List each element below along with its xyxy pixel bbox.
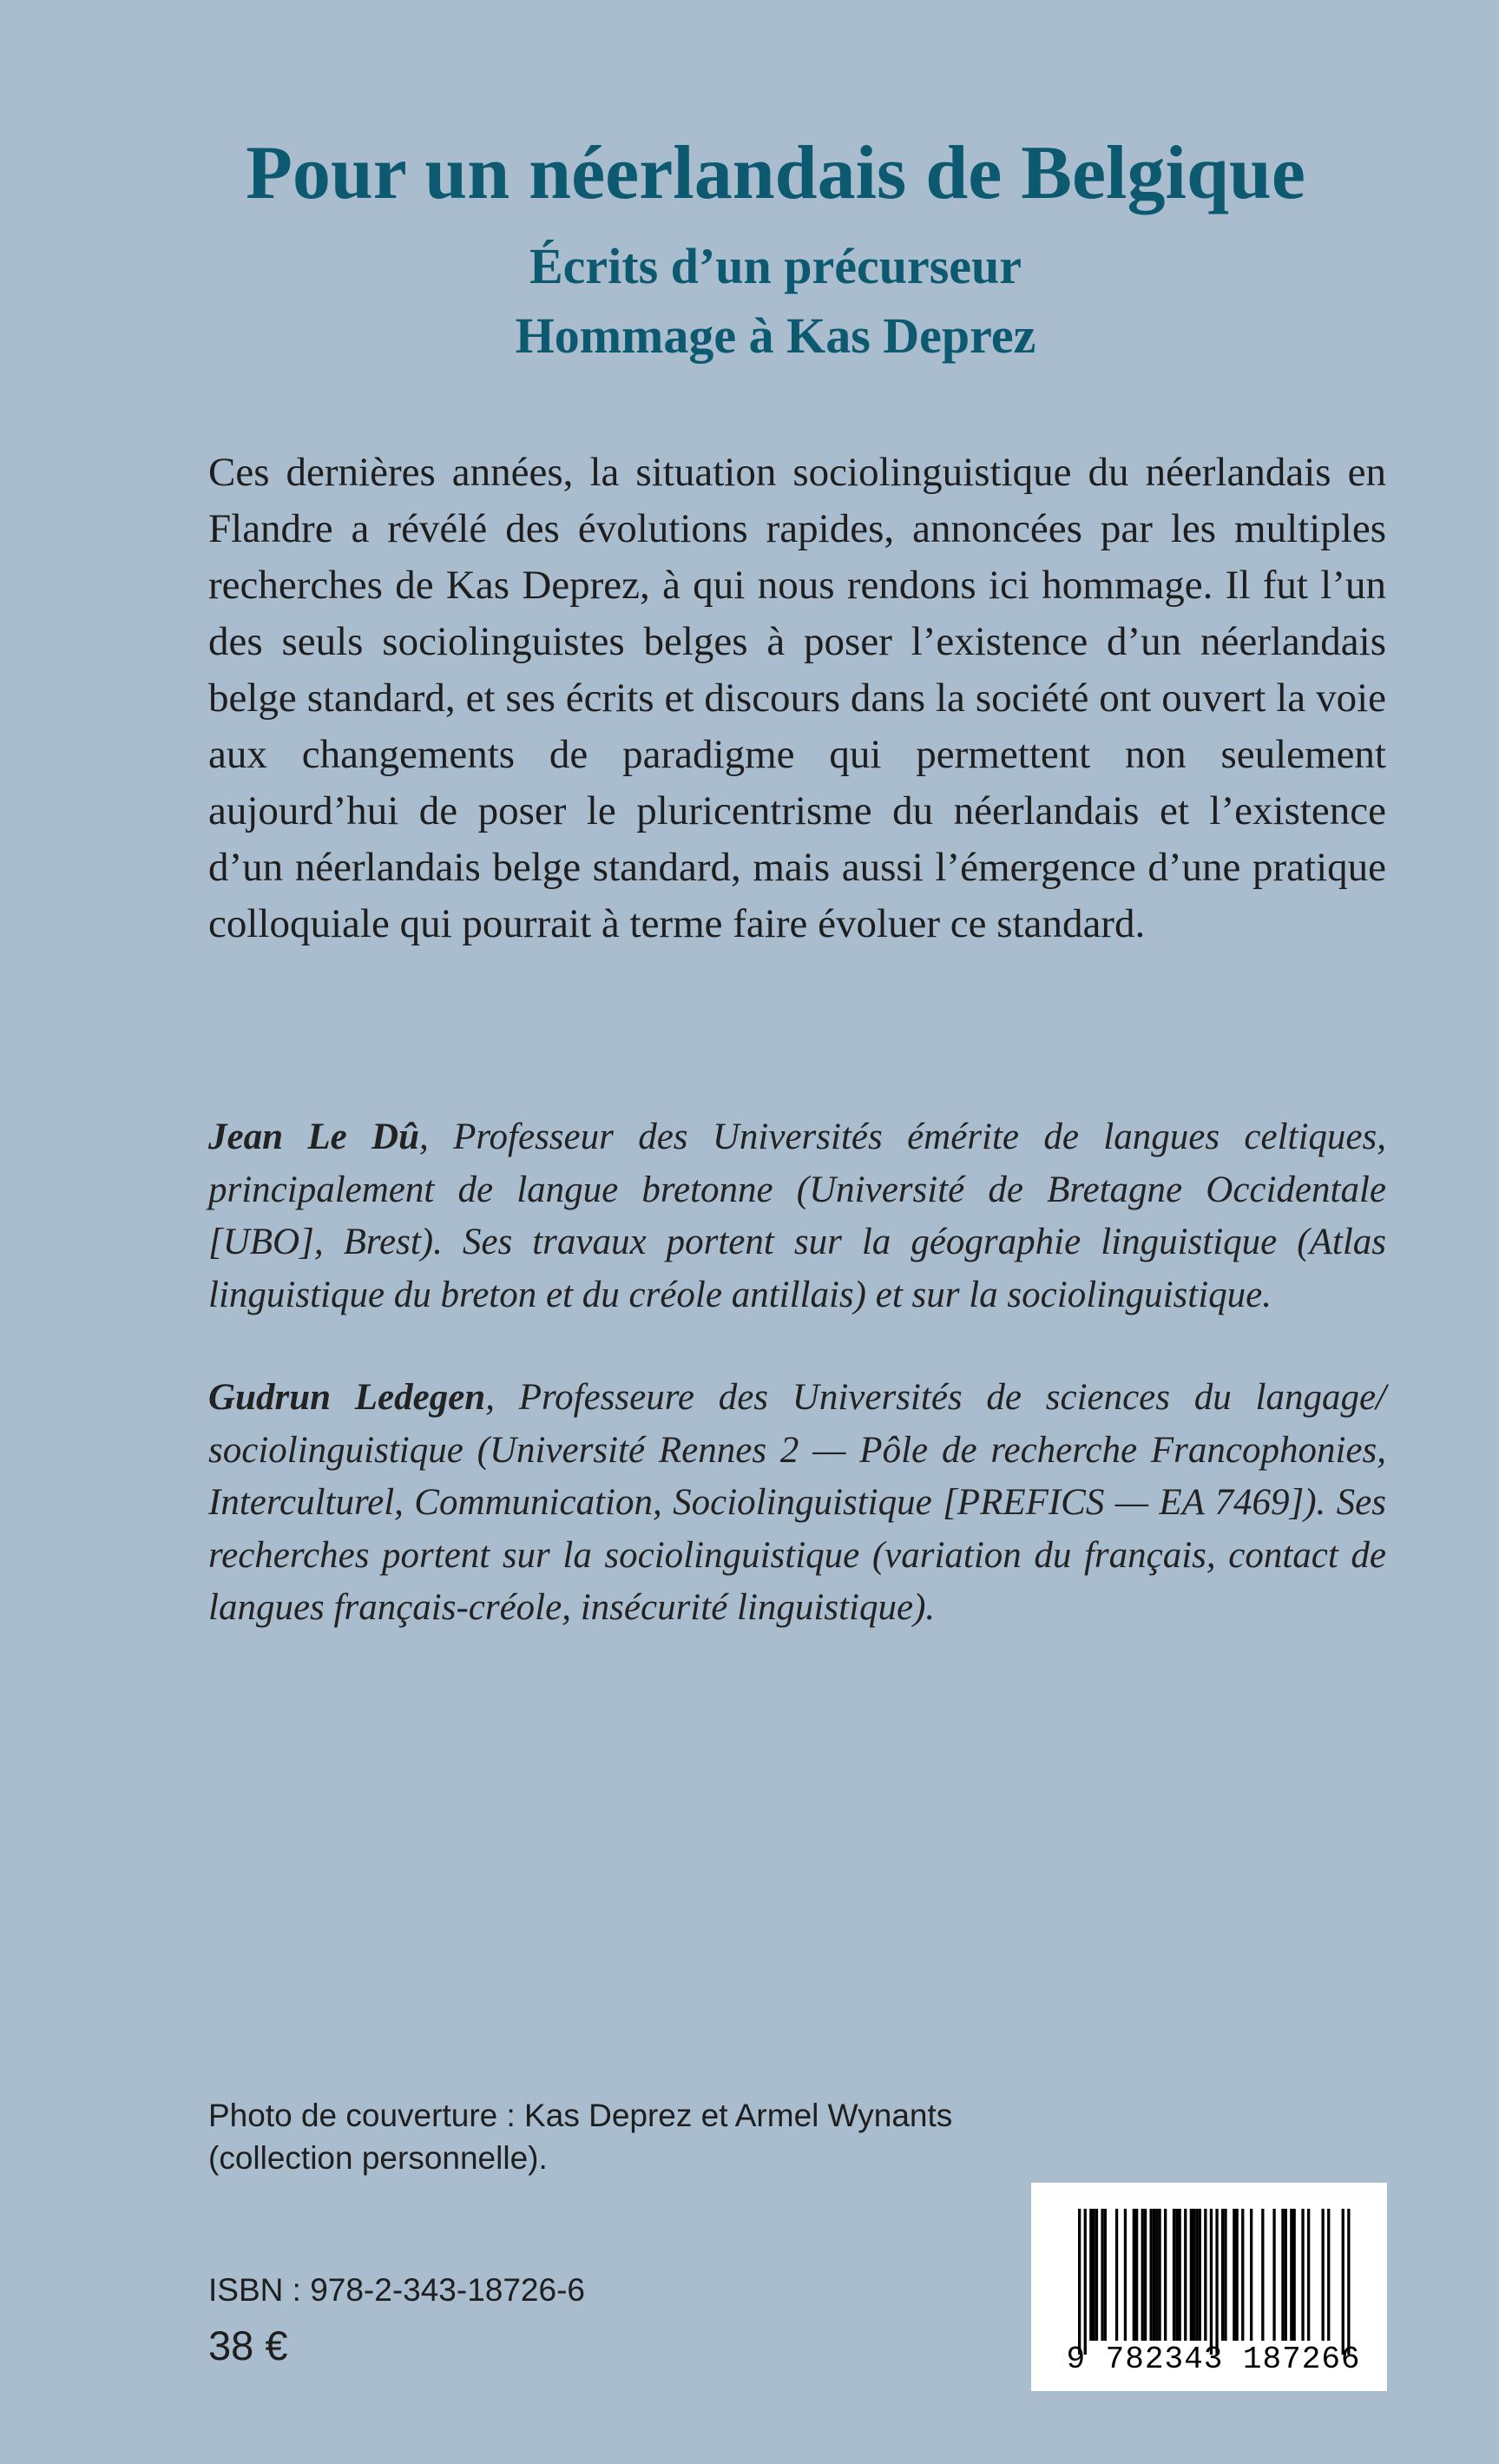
barcode-bar xyxy=(1155,2209,1158,2341)
barcode-bar xyxy=(1293,2209,1296,2341)
barcode-bar xyxy=(1158,2209,1160,2341)
barcode-bar xyxy=(1195,2209,1198,2341)
barcode-bar xyxy=(1089,2209,1092,2341)
barcode-bar xyxy=(1078,2209,1081,2355)
photo-credit-line2: (collection personnelle). xyxy=(208,2140,548,2176)
barcode-bar xyxy=(1250,2209,1252,2341)
isbn-label: ISBN : 978-2-343-18726-6 xyxy=(208,2272,585,2308)
barcode-bar xyxy=(1261,2209,1264,2341)
barcode-bar xyxy=(1135,2209,1138,2341)
author-name-1: Jean Le Dû xyxy=(208,1117,420,1157)
price-label: 38 € xyxy=(208,2322,288,2368)
barcode-bar xyxy=(1307,2209,1310,2341)
barcode-bar xyxy=(1084,2209,1087,2355)
barcode-bar xyxy=(1241,2209,1244,2341)
barcode-bar xyxy=(1281,2209,1284,2341)
barcode-bar xyxy=(1153,2209,1155,2341)
barcode-bar xyxy=(1285,2209,1287,2341)
barcode-bar xyxy=(1173,2209,1175,2341)
photo-credit xyxy=(208,2094,1042,2179)
barcode-bar xyxy=(1327,2209,1330,2341)
author-bio-2 xyxy=(208,1372,1386,1635)
book-summary: Ces dernières années, la situation sociolinguistique du néerlandais en Flandre a révélé des évolutions rapides, annoncées par les multiples recherches de Kas Deprez, à qui nous rendons ici hommage. Il fut l’un des seuls sociolinguistes belges à poser l’existence d’un néerlandais belge standard, et ses écrits et discours dans la société ont ouvert la voie aux changements de paradigme qui permettent non seulement aujourd’hui de poser le pluricentrisme du néerlandais et l’existence d’un néerlandais belge standard, mais aussi l’émergence d’une pratique colloquiale qui pourrait à terme faire évoluer ce standard. xyxy=(208,450,1386,946)
barcode-bar xyxy=(1150,2209,1153,2341)
barcode-bar xyxy=(1144,2209,1147,2341)
barcode-bar xyxy=(1193,2209,1195,2341)
barcode-bar xyxy=(1215,2209,1218,2355)
barcode-bar xyxy=(1272,2209,1275,2341)
barcode-bar xyxy=(1190,2209,1193,2341)
author-description-2: , Professeure des Universités de sciences du langage/ sociolinguistique (Université Rennes 2 — Pôle de recherche Francophonies, Interculturel, Communication, Sociolinguistique [PREFICS — EA 7469]). Ses recherches portent sur la sociolinguistique (variation du français, contact de langues français-créole, insécurité linguistique). xyxy=(208,1377,1386,1628)
book-title: Pour un néerlandais de Belgique xyxy=(246,131,1305,215)
barcode-bar xyxy=(1301,2209,1304,2341)
barcode-bar xyxy=(1101,2209,1103,2341)
barcode-bar xyxy=(1164,2209,1167,2341)
barcode-bar xyxy=(1221,2209,1224,2341)
book-subtitle-line2: Hommage à Kas Deprez xyxy=(515,307,1036,364)
author-bio-1 xyxy=(208,1111,1386,1321)
barcode-digits: 9 782343 187266 xyxy=(1066,2342,1361,2377)
barcode-bar xyxy=(1236,2209,1239,2341)
book-subtitle-line1: Écrits d’un précurseur xyxy=(529,238,1022,294)
barcode-bar xyxy=(1224,2209,1226,2341)
barcode-bar xyxy=(1290,2209,1292,2341)
photo-credit-line1: Photo de couverture : Kas Deprez et Armel Wynants xyxy=(208,2098,953,2133)
barcode-bar xyxy=(1141,2209,1144,2341)
barcode-bar xyxy=(1204,2209,1206,2341)
barcode-bar xyxy=(1093,2209,1095,2341)
barcode-bar xyxy=(1199,2209,1201,2341)
author-description-1: , Professeur des Universités émérite de langues celtiques, principalement de langue bretonne (Université de Bretagne Occidentale [UBO], Brest). Ses travaux portent sur la géographie linguistique (Atlas linguistique du breton et du créole antillais) et sur la sociolinguistique. xyxy=(208,1117,1386,1315)
barcode-bar xyxy=(1184,2209,1187,2341)
barcode xyxy=(1031,2183,1387,2391)
barcode-bar xyxy=(1115,2209,1118,2341)
barcode-bar xyxy=(1342,2209,1344,2355)
author-name-2: Gudrun Ledegen xyxy=(208,1377,486,1418)
barcode-bar xyxy=(1210,2209,1213,2355)
barcode-bar xyxy=(1104,2209,1107,2341)
barcode-bar xyxy=(1133,2209,1135,2341)
barcode-bar xyxy=(1347,2209,1350,2355)
barcode-bar xyxy=(1233,2209,1235,2341)
barcode-bar xyxy=(1095,2209,1098,2341)
barcode-bar xyxy=(1322,2209,1325,2341)
barcode-bar xyxy=(1179,2209,1181,2341)
barcode-bar xyxy=(1175,2209,1178,2341)
barcode-bar xyxy=(1124,2209,1127,2341)
